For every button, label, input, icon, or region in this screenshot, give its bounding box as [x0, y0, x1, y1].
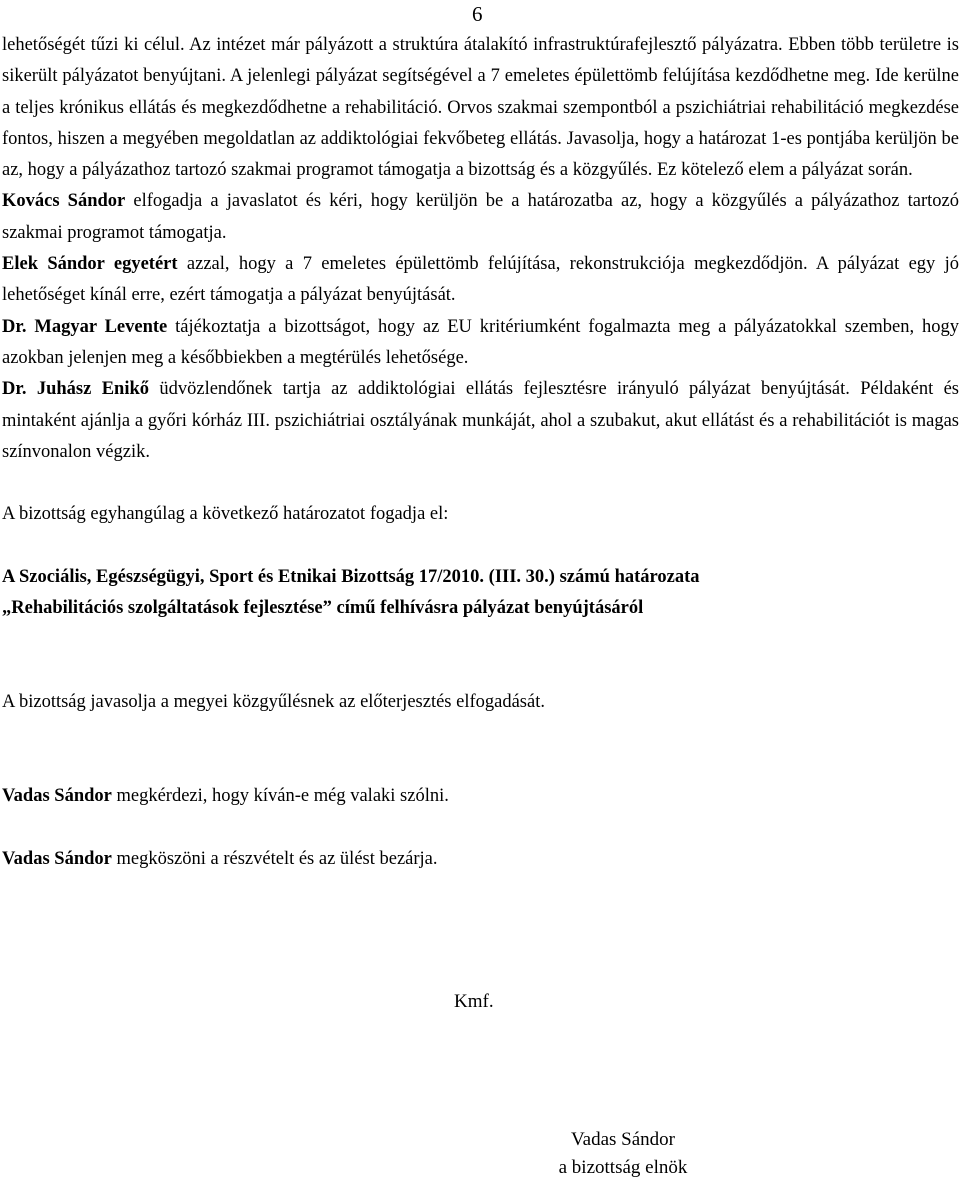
signature-role: a bizottság elnök	[558, 1157, 688, 1178]
spacer	[2, 719, 959, 782]
signature-name: Vadas Sándor	[571, 1129, 675, 1150]
speaker-name: Elek Sándor egyetért	[2, 254, 178, 275]
paragraph-magyar	[2, 312, 959, 375]
paragraph-text: üdvözlendőnek tartja az addiktológiai ellátás fejlesztésre irányuló pályázat benyújtását. Példaként és mintaként ajánlja a győri kórház III. pszichiátriai osztályának munkáját, ahol a szubakut, akut ellátást és a rehabilitációt is magas színvonalon végzik.	[2, 379, 959, 462]
resolution-title-line1	[2, 562, 959, 593]
closing-text: megkérdezi, hogy kíván-e még valaki szólni.	[111, 786, 449, 807]
paragraph-juhasz	[2, 374, 959, 468]
spacer	[2, 531, 959, 562]
resolution-title-text: A Szociális, Egészségügyi, Sport és Etnikai Bizottság 17/2010. (III. 30.) számú határozata	[2, 567, 700, 588]
signature-block	[540, 1126, 706, 1182]
spacer	[2, 468, 959, 499]
resolution-title-text: „Rehabilitációs szolgáltatások fejlesztése” című felhívásra pályázat benyújtásáról	[2, 598, 644, 619]
decision-intro: A bizottság egyhangúlag a következő határozatot fogadja el:	[2, 504, 449, 525]
kmf-label: Kmf.	[454, 991, 494, 1012]
spacer	[2, 812, 959, 843]
closing-thanks	[2, 844, 959, 875]
speaker-name: Vadas Sándor	[2, 848, 112, 869]
paragraph-kovacs	[2, 186, 959, 249]
document-body	[2, 30, 959, 875]
paragraph-text: lehetőségét tűzi ki célul. Az intézet már pályázott a struktúra átalakító infrastruktúrafejlesztő pályázatra. Ebben több területre is sikerült pályázatot benyújtani. A jelenlegi pályázat segítségével a 7 emeletes épülettömb felújítása kezdődhetne meg. Ide kerülne a teljes krónikus ellátás és megkezdődhetne a rehabilitáció. Orvos szakmai szempontból a pszichiátriai rehabilitáció megkezdése fontos, hiszen a megyében megoldatlan az addiktológiai fekvőbeteg ellátás. Javasolja, hogy a határozat 1-es pontjába kerüljön be az, hogy a pályázathoz tartozó szakmai programot támogatja a bizottság és a közgyűlés. Ez kötelező elem a pályázat során.	[2, 35, 959, 181]
paragraph-text: azzal, hogy a 7 emeletes épülettömb felújítása, rekonstrukciója megkezdődjön. A pályázat egy jó lehetőséget kínál erre, ezért támogatja a pályázat benyújtását.	[2, 254, 959, 306]
paragraph-text: tájékoztatja a bizottságot, hogy az EU kritériumként fogalmazta meg a pályázatokkal szemben, hogy azokban jelenjen meg a későbbiekben a megtérülés lehetősége.	[2, 316, 959, 368]
speaker-name: Dr. Magyar Levente	[2, 316, 168, 337]
page-number: 6	[472, 2, 483, 26]
resolution-title-line2	[2, 593, 959, 624]
paragraph-elek	[2, 249, 959, 312]
spacer	[2, 625, 959, 688]
speaker-name: Dr. Juhász Enikő	[2, 379, 150, 400]
paragraph-text: elfogadja a javaslatot és kéri, hogy kerüljön be a határozatba az, hogy a közgyűlés a pályázathoz tartozó szakmai programot támogatja.	[2, 191, 959, 243]
closing-text: megköszöni a részvételt és az ülést bezárja.	[111, 848, 438, 869]
paragraph-intro	[2, 30, 959, 186]
closing-question	[2, 781, 959, 812]
resolution-text: A bizottság javasolja a megyei közgyűlésnek az előterjesztés elfogadását.	[2, 692, 545, 713]
speaker-name: Vadas Sándor	[2, 786, 112, 807]
speaker-name: Kovács Sándor	[2, 191, 126, 212]
